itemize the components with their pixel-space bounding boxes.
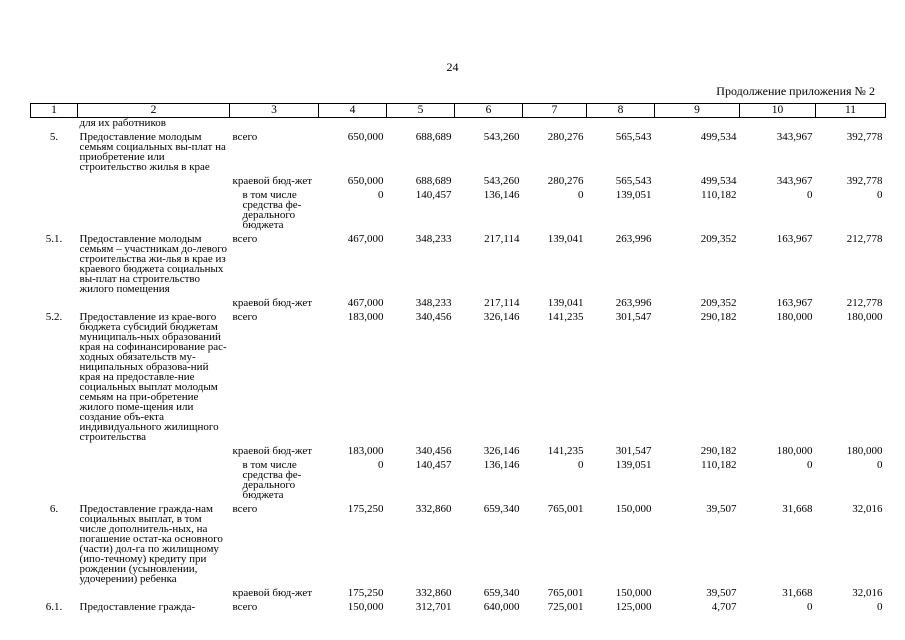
row-name: Предоставление из крае-вого бюджета субсидий бюджетам муниципаль-ных образований края на софинансирование рас-ходных обязательств му-ниципальных образова-ний края на предоставле-ние социальных выплат молодым семьям на при-обретение жилого поме-щения или создание объ-екта индивидуального жилищного строительства <box>79 311 227 443</box>
value-cell: 688,689 <box>415 175 452 187</box>
col-header: 11 <box>816 104 886 118</box>
value-cell: 0 <box>378 459 384 471</box>
col-header: 1 <box>31 104 78 118</box>
value-cell: 765,001 <box>547 503 584 515</box>
value-cell: 209,352 <box>700 297 737 309</box>
value-cell: 31,668 <box>782 503 813 515</box>
row-name: Предоставление гражда- <box>79 601 196 613</box>
value-cell: 301,547 <box>615 445 652 457</box>
value-cell: 499,534 <box>700 175 737 187</box>
funding-source-label: краевой бюд-жет <box>232 297 313 309</box>
funding-source <box>230 442 319 456</box>
col-header: 3 <box>230 104 319 118</box>
value-cell: 217,114 <box>484 297 520 309</box>
value-cell: 326,146 <box>483 445 520 457</box>
value-cell: 332,860 <box>415 587 452 599</box>
row-number: 5. <box>49 131 59 143</box>
value-cell: 263,996 <box>615 233 652 245</box>
value-cell: 543,260 <box>483 175 520 187</box>
value-cell: 290,182 <box>700 445 737 457</box>
row-number <box>31 442 78 456</box>
value-cell: 180,000 <box>846 445 883 457</box>
funding-source-label: краевой бюд-жет <box>232 587 313 599</box>
value-cell: 280,276 <box>547 131 584 143</box>
value-cell: 280,276 <box>547 175 584 187</box>
value-cell: 340,456 <box>415 311 452 323</box>
value-cell: 688,689 <box>415 131 452 143</box>
row-number: 6. <box>49 503 59 515</box>
value-cell: 163,967 <box>776 297 813 309</box>
value-cell: 32,016 <box>852 503 883 515</box>
col-header: 2 <box>78 104 230 118</box>
value-cell: 0 <box>578 189 584 201</box>
value-cell: 326,146 <box>483 311 520 323</box>
row-number <box>31 172 78 186</box>
row-number <box>31 294 78 308</box>
value-cell: 340,456 <box>415 445 452 457</box>
value-cell: 141,235 <box>547 445 584 457</box>
value-cell: 392,778 <box>846 175 883 187</box>
value-cell: 659,340 <box>483 587 520 599</box>
value-cell: 0 <box>877 601 883 613</box>
value-cell: 0 <box>578 459 584 471</box>
row-name <box>78 584 230 598</box>
value-cell: 725,001 <box>547 601 584 613</box>
row-name: Предоставление молодым семьям социальных вы-плат на приобретение или строительство жилья в крае <box>79 131 226 173</box>
table-row <box>31 598 886 612</box>
table-row <box>31 584 886 598</box>
funding-source-label: краевой бюд-жет <box>232 175 313 187</box>
value-cell: 640,000 <box>483 601 520 613</box>
value-cell: 140,457 <box>415 189 452 201</box>
funding-source-label: всего <box>232 131 258 143</box>
value-cell: 139,051 <box>615 459 652 471</box>
value-cell: 0 <box>877 189 883 201</box>
value-cell: 141,235 <box>547 311 584 323</box>
row-name <box>78 186 230 230</box>
value-cell: 467,000 <box>347 233 384 245</box>
row-name <box>78 442 230 456</box>
table-row <box>31 500 886 584</box>
value-cell: 343,967 <box>776 175 813 187</box>
prev-tail-row <box>31 118 886 129</box>
value-cell: 0 <box>807 189 813 201</box>
value-cell: 348,233 <box>415 233 452 245</box>
value-cell: 150,000 <box>347 601 384 613</box>
row-number <box>31 186 78 230</box>
value-cell: 332,860 <box>415 503 452 515</box>
row-name: для их работников <box>79 117 166 129</box>
table-row <box>31 456 886 500</box>
col-header: 9 <box>655 104 740 118</box>
value-cell: 0 <box>807 459 813 471</box>
value-cell: 136,146 <box>483 189 520 201</box>
funding-source <box>230 294 319 308</box>
value-cell: 209,352 <box>700 233 737 245</box>
funding-source-label: в том числе средства фе-дерального бюджета <box>242 189 302 231</box>
value-cell: 140,457 <box>415 459 452 471</box>
value-cell: 565,543 <box>615 175 652 187</box>
value-cell: 765,001 <box>547 587 584 599</box>
row-number <box>31 584 78 598</box>
value-cell: 217,114 <box>484 233 520 245</box>
value-cell: 212,778 <box>846 233 883 245</box>
table-row <box>31 172 886 186</box>
table-row <box>31 442 886 456</box>
funding-source <box>230 186 319 230</box>
value-cell: 183,000 <box>347 445 384 457</box>
table-row <box>31 294 886 308</box>
value-cell: 180,000 <box>776 445 813 457</box>
value-cell: 543,260 <box>483 131 520 143</box>
value-cell: 139,041 <box>547 233 584 245</box>
value-cell: 110,182 <box>701 459 737 471</box>
value-cell: 499,534 <box>700 131 737 143</box>
value-cell: 650,000 <box>347 131 384 143</box>
value-cell: 4,707 <box>711 601 737 613</box>
funding-source <box>230 598 319 612</box>
col-header: 7 <box>523 104 587 118</box>
funding-source-label: всего <box>232 311 258 323</box>
funding-source <box>230 500 319 584</box>
value-cell: 0 <box>877 459 883 471</box>
page-number: 24 <box>446 60 459 74</box>
row-number: 5.1. <box>45 233 63 245</box>
col-header: 8 <box>587 104 655 118</box>
funding-source <box>230 230 319 294</box>
table-row <box>31 128 886 172</box>
value-cell: 183,000 <box>347 311 384 323</box>
funding-source <box>230 172 319 186</box>
value-cell: 32,016 <box>852 587 883 599</box>
funding-source-label: краевой бюд-жет <box>232 445 313 457</box>
row-name <box>78 294 230 308</box>
funding-source <box>230 456 319 500</box>
header-row <box>31 104 886 118</box>
value-cell: 659,340 <box>483 503 520 515</box>
table-row <box>31 308 886 442</box>
value-cell: 348,233 <box>415 297 452 309</box>
value-cell: 301,547 <box>615 311 652 323</box>
row-name <box>78 172 230 186</box>
col-header: 6 <box>455 104 523 118</box>
funding-source-label: всего <box>232 503 258 515</box>
budget-table <box>30 103 886 612</box>
continuation-label: Продолжение приложения № 2 <box>716 84 875 98</box>
value-cell: 467,000 <box>347 297 384 309</box>
value-cell: 175,250 <box>347 587 384 599</box>
col-header: 5 <box>387 104 455 118</box>
value-cell: 343,967 <box>776 131 813 143</box>
value-cell: 0 <box>807 601 813 613</box>
row-number: 5.2. <box>45 311 63 323</box>
col-header: 4 <box>319 104 387 118</box>
table-row <box>31 230 886 294</box>
value-cell: 139,051 <box>615 189 652 201</box>
value-cell: 392,778 <box>846 131 883 143</box>
table-row <box>31 186 886 230</box>
value-cell: 565,543 <box>615 131 652 143</box>
value-cell: 175,250 <box>347 503 384 515</box>
value-cell: 263,996 <box>615 297 652 309</box>
value-cell: 39,507 <box>706 587 737 599</box>
value-cell: 290,182 <box>700 311 737 323</box>
funding-source <box>230 128 319 172</box>
row-name: Предоставление гражда-нам социальных выплат, в том числе дополнитель-ных, на погашение остат-ка основного (части) дол-га по жилищному (ипо-течному) кредиту при рождении (усыновлении, удочерении) ребенка <box>79 503 223 585</box>
row-number: 6.1. <box>45 601 63 613</box>
funding-source-label: всего <box>232 601 258 613</box>
value-cell: 31,668 <box>782 587 813 599</box>
funding-source-label: в том числе средства фе-дерального бюджета <box>242 459 302 501</box>
value-cell: 39,507 <box>706 503 737 515</box>
value-cell: 180,000 <box>776 311 813 323</box>
funding-source <box>230 584 319 598</box>
funding-source <box>230 308 319 442</box>
value-cell: 650,000 <box>347 175 384 187</box>
funding-source-label: всего <box>232 233 258 245</box>
value-cell: 110,182 <box>701 189 737 201</box>
value-cell: 312,701 <box>415 601 452 613</box>
value-cell: 136,146 <box>483 459 520 471</box>
row-number <box>31 456 78 500</box>
value-cell: 212,778 <box>846 297 883 309</box>
col-header: 10 <box>740 104 816 118</box>
value-cell: 139,041 <box>547 297 584 309</box>
value-cell: 150,000 <box>615 587 652 599</box>
value-cell: 0 <box>378 189 384 201</box>
value-cell: 163,967 <box>776 233 813 245</box>
row-name: Предоставление молодым семьям – участникам до-левого строительства жи-лья в крае из краевого бюджета социальных вы-плат на строительство жилого помещения <box>79 233 228 295</box>
row-name <box>78 456 230 500</box>
value-cell: 180,000 <box>846 311 883 323</box>
value-cell: 125,000 <box>615 601 652 613</box>
value-cell: 150,000 <box>615 503 652 515</box>
